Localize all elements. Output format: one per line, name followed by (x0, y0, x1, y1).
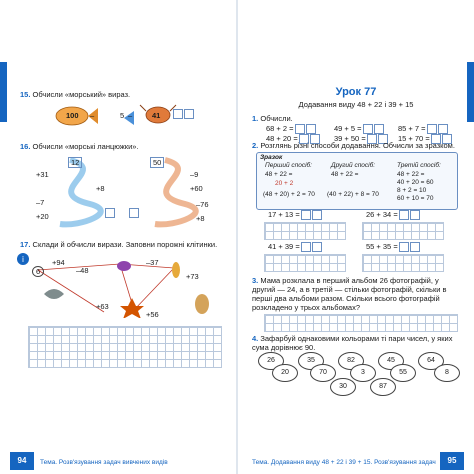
task-1-row-2-col-2: 39 + 50 = (334, 134, 388, 144)
number-circle[interactable]: 70 (310, 364, 336, 382)
task-2-grid-1[interactable] (264, 222, 346, 240)
chain-2-answer-box[interactable] (128, 208, 139, 218)
chain-2-op-3: –76 (196, 200, 209, 209)
task-15-answer-boxes[interactable] (172, 109, 194, 119)
way-3-line-1: 48 + 22 = (397, 171, 425, 178)
left-edge-tab (0, 62, 7, 122)
way-1-line-1: 48 + 22 = (265, 171, 293, 178)
task-1-row-1-col-3: 85 + 7 = (398, 124, 448, 134)
chain-2-start: 50 (150, 157, 164, 168)
task-17-op-6: +56 (146, 310, 159, 319)
task-2-exercise-4: 55 + 35 = (366, 242, 420, 252)
chain-2-op-2: +60 (190, 184, 203, 193)
task-2-title: 2. Розглянь різні способи додавання. Обчисли за зразком. (252, 141, 455, 150)
chain-1-op-3: –7 (36, 198, 45, 207)
way-3-line-4: 60 + 10 = 70 (397, 195, 434, 202)
task-2-exercise-1: 17 + 13 = (268, 210, 322, 220)
sample-box (256, 152, 458, 210)
number-circle[interactable]: 30 (330, 378, 356, 396)
way-3-label: Третій спосіб: (397, 162, 441, 169)
number-circle[interactable]: 45 (378, 352, 404, 370)
sample-label: Зразок (260, 154, 283, 161)
task-4-text: 4. Зафарбуй однаковими кольорами ті пари чисел, у яких сума дорівнює 90. (252, 334, 453, 352)
task-15-op-1: – (90, 111, 95, 120)
way-3-line-3: 8 + 2 = 10 (397, 187, 427, 194)
task-2-exercise-2: 26 + 34 = (366, 210, 420, 220)
left-page-number: 94 (10, 452, 34, 470)
left-page (0, 0, 236, 474)
svg-text:i: i (21, 255, 25, 264)
task-3-text: 3. Мама розклала в перший альбом 26 фотографій, у другий — 24, а в третій — стільки фотографій, скільки в перші два альбоми разом. Скільки всього фотографій розкладено у трьох альбомах? (252, 276, 447, 312)
task-1-row-1-col-2: 49 + 5 = (334, 124, 384, 134)
right-page-number: 95 (440, 452, 464, 470)
task-2-grid-2[interactable] (362, 222, 444, 240)
task-1-row-2-col-1: 48 + 20 = (266, 134, 320, 144)
right-page (238, 0, 474, 474)
number-circle[interactable]: 35 (298, 352, 324, 370)
number-circle[interactable]: 26 (258, 352, 284, 370)
number-circle[interactable]: 3 (350, 364, 376, 382)
chain-1-op-4: +20 (36, 212, 49, 221)
way-2-line-1: 48 + 22 = (331, 171, 359, 178)
number-circle[interactable]: 20 (272, 364, 298, 382)
way-1-line-3: (48 + 20) + 2 = 70 (263, 191, 315, 198)
chain-1-op-2: +8 (96, 184, 105, 193)
task-15-value-3: 41 (152, 111, 161, 120)
task-17-op-4: +73 (186, 272, 199, 281)
number-circle[interactable]: 55 (390, 364, 416, 382)
task-1-row-1-col-1: 68 + 2 = (266, 124, 316, 134)
way-2-line-2: (40 + 22) + 8 = 70 (327, 191, 379, 198)
task-17-op-5: +63 (96, 302, 109, 311)
task-17-start: 6 (32, 266, 44, 277)
right-footer: Тема. Додавання виду 48 + 22 і 39 + 15. Розв'язування задач (252, 459, 436, 466)
task-17-title: 17. Склади й обчисли вирази. Заповни порожні клітинки. (20, 240, 218, 249)
task-15-title: 15. Обчисли «морський» вираз. (20, 90, 131, 99)
task-17-op-1: +94 (52, 258, 65, 267)
task-17-op-3: –37 (146, 258, 159, 267)
chain-2-op-1: –9 (190, 170, 199, 179)
lesson-subtitle: Додавання виду 48 + 22 і 39 + 15 (298, 100, 414, 109)
task-15-op-2: – (128, 111, 133, 120)
task-15-value-1: 100 (66, 111, 79, 120)
task-1-title: 1. Обчисли. (252, 114, 293, 123)
task-17-op-2: –48 (76, 266, 89, 275)
chain-1-op-1: +31 (36, 170, 49, 179)
way-1-label: Перший спосіб: (265, 162, 312, 169)
number-circle[interactable]: 82 (338, 352, 364, 370)
lesson-title: Урок 77 (335, 86, 377, 98)
chain-2-op-4: +8 (196, 214, 205, 223)
number-circle[interactable]: 87 (370, 378, 396, 396)
chain-1-answer-box[interactable] (104, 208, 115, 218)
task-16-title: 16. Обчисли «морські ланцюжки». (20, 142, 139, 151)
way-2-label: Другий спосіб: (331, 162, 376, 169)
task-15-value-2: 5 (120, 111, 125, 120)
left-footer: Тема. Розв'язування задач вивчених видів (40, 459, 168, 466)
chain-1-start: 12 (68, 157, 82, 168)
number-circle[interactable]: 8 (434, 364, 460, 382)
way-1-line-2: 20 + 2 (275, 180, 294, 187)
task-2-grid-4[interactable] (362, 254, 444, 272)
number-circle[interactable]: 64 (418, 352, 444, 370)
task-2-exercise-3: 41 + 39 = (268, 242, 322, 252)
task-1-row-2-col-3: 15 + 70 = (398, 134, 452, 144)
task-2-grid-3[interactable] (264, 254, 346, 272)
task-3-grid[interactable] (264, 314, 458, 332)
way-3-line-2: 40 + 20 = 60 (397, 179, 434, 186)
left-answer-grid[interactable] (28, 326, 222, 368)
